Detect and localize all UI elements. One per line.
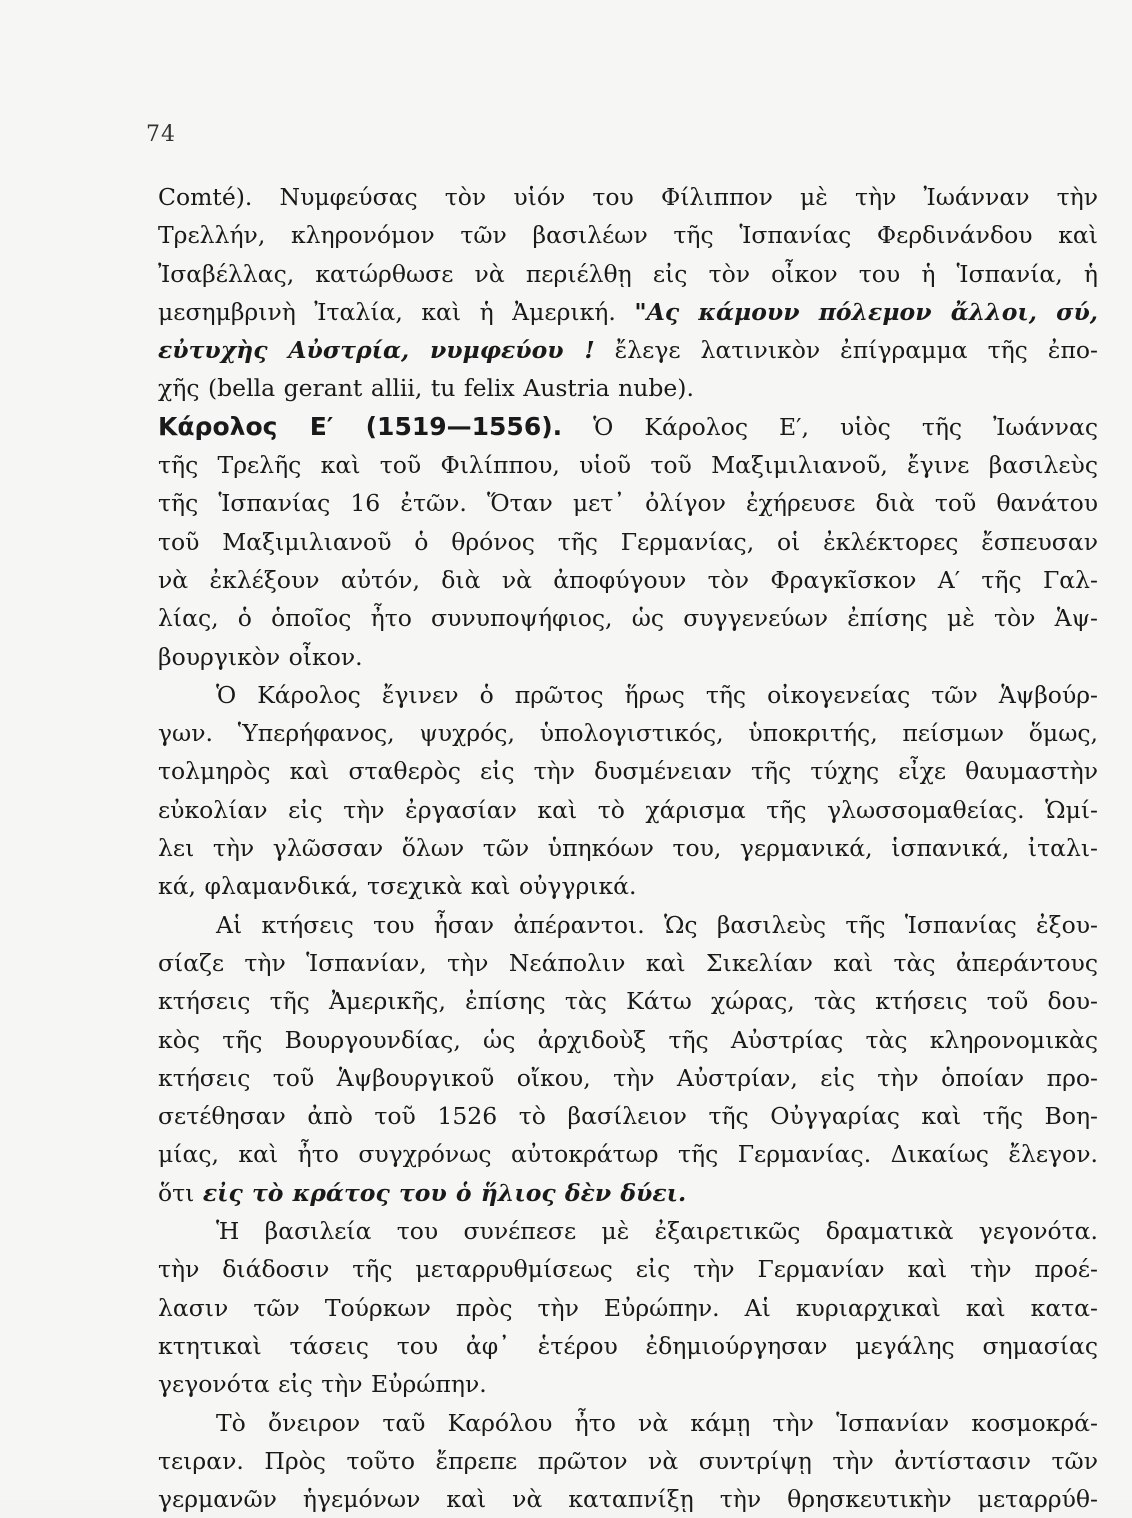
text-line <box>158 714 1098 752</box>
text-segment: Τὸ ὄνειρον ταῦ Καρόλου ἦτο νὰ κάμῃ τὴν Ἱσπανίαν κοσμοκρά- <box>216 1408 1098 1437</box>
text-segment: μεσημβρινὴ Ἰταλία, καὶ ἡ Ἀμερική. <box>158 297 635 326</box>
text-line <box>158 1404 1098 1442</box>
text-line <box>158 331 1098 369</box>
text-segment: Comté). Νυμφεύσας τὸν υἱόν του Φίλιππον μὲ τὴν Ἰωάνναν τὴν <box>158 183 1098 211</box>
text-line <box>158 906 1098 944</box>
text-segment: νὰ ἐκλέξουν αὐτόν, διὰ νὰ ἀποφύγουν τὸν Φραγκῖσκον Α′ τῆς Γαλ- <box>158 565 1098 594</box>
text-line <box>158 599 1098 637</box>
text-line <box>158 1135 1098 1173</box>
emphasis-text: εὐτυχὴς Αὐστρία, νυμφεύου ! <box>158 336 595 365</box>
text-line <box>158 829 1098 867</box>
text-line <box>158 216 1098 254</box>
text-line <box>158 676 1098 714</box>
text-line <box>158 369 1098 407</box>
text-segment: χῆς (bella gerant allii, tu felix Austria nube). <box>158 374 694 403</box>
text-line <box>158 178 1098 216</box>
text-line <box>158 1442 1098 1480</box>
text-line <box>158 1174 1098 1212</box>
text-line <box>158 982 1098 1020</box>
text-segment: κτήσεις τοῦ Ἁψβουργικοῦ οἴκου, τὴν Αὐστρίαν, εἰς τὴν ὁποίαν προ- <box>158 1063 1098 1092</box>
text-segment: τὴν διάδοσιν τῆς μεταρρυθμίσεως εἰς τὴν Γερμανίαν καὶ τὴν προέ- <box>158 1255 1098 1284</box>
text-segment: τῆς Τρελῆς καὶ τοῦ Φιλίππου, υἱοῦ τοῦ Μαξιμιλιανοῦ, ἔγινε βασιλεὺς <box>158 451 1098 480</box>
text-line <box>158 1021 1098 1059</box>
section-heading: Κάρολος Ε′ (1519—1556). <box>158 411 563 441</box>
text-line <box>158 255 1098 293</box>
emphasis-text: "Ας κάμουν πόλεμον ἄλλοι, σύ, <box>634 297 1098 326</box>
text-line <box>158 638 1098 676</box>
text-line <box>158 523 1098 561</box>
text-segment: τοῦ Μαξιμιλιανοῦ ὁ θρόνος τῆς Γερμανίας, οἱ ἐκλέκτορες ἔσπευσαν <box>158 527 1098 556</box>
text-line <box>158 1480 1098 1518</box>
text-segment: γερμανῶν ἡγεμόνων καὶ νὰ καταπνίξῃ τὴν θρησκευτικὴν μεταρρύθ- <box>158 1485 1098 1514</box>
text-segment: μίας, καὶ ἦτο συγχρόνως αὐτοκράτωρ τῆς Γερμανίας. Δικαίως ἔλεγον. <box>158 1140 1098 1169</box>
text-segment: βουργικὸν οἶκον. <box>158 642 363 671</box>
text-line <box>158 752 1098 790</box>
text-line <box>158 791 1098 829</box>
text-segment: σίαζε τὴν Ἱσπανίαν, τὴν Νεάπολιν καὶ Σικελίαν καὶ τὰς ἀπεράντους <box>158 948 1098 977</box>
text-segment: Ὁ Κάρολος ἔγινεν ὁ πρῶτος ἥρως τῆς οἰκογενείας τῶν Ἁψβούρ- <box>216 680 1098 709</box>
text-segment: κά, φλαμανδικά, τσεχικὰ καὶ οὐγγρικά. <box>158 872 637 901</box>
text-segment: Ὁ Κάρολος Ε′, υἱὸς τῆς Ἰωάννας <box>562 412 1098 441</box>
text-line <box>158 1250 1098 1288</box>
page-number: 74 <box>146 122 176 147</box>
text-line <box>158 867 1098 905</box>
text-line <box>158 293 1098 331</box>
text-segment: Ἡ βασιλεία του συνέπεσε μὲ ἐξαιρετικῶς δραματικὰ γεγονότα. <box>216 1217 1098 1246</box>
text-segment: λει τὴν γλῶσσαν ὅλων τῶν ὑπηκόων του, γερμανικά, ἱσπανικά, ἰταλι- <box>158 834 1098 863</box>
text-line <box>158 1365 1098 1403</box>
text-line <box>158 561 1098 599</box>
text-segment: κὸς τῆς Βουργουνδίας, ὡς ἀρχιδοὺξ τῆς Αὐστρίας τὰς κληρονομικὰς <box>158 1025 1098 1054</box>
text-segment: τῆς Ἱσπανίας 16 ἐτῶν. Ὅταν μετ᾽ ὀλίγον ἐχήρευσε διὰ τοῦ θανάτου <box>158 489 1098 518</box>
text-line <box>158 484 1098 522</box>
text-line <box>158 446 1098 484</box>
text-segment: ἔλεγε λατινικὸν ἐπίγραμμα τῆς ἐπο- <box>594 336 1098 365</box>
text-line <box>158 1059 1098 1097</box>
text-line <box>158 1289 1098 1327</box>
text-segment: γων. Ὑπερήφανος, ψυχρός, ὑπολογιστικός, ὑποκριτής, πείσμων ὅμως, <box>158 719 1098 748</box>
text-segment: Ἰσαβέλλας, κατώρθωσε νὰ περιέλθῃ εἰς τὸν οἶκον του ἡ Ἱσπανία, ἡ <box>158 259 1098 288</box>
text-segment: ὅτι <box>158 1178 203 1207</box>
text-line <box>158 1327 1098 1365</box>
emphasis-text: εἰς τὸ κράτος του ὁ ἥλιος δὲν δύει. <box>202 1178 687 1207</box>
text-segment: σετέθησαν ἀπὸ τοῦ 1526 τὸ βασίλειον τῆς Οὐγγαρίας καὶ τῆς Βοη- <box>158 1102 1098 1131</box>
text-segment: Τρελλήν, κληρονόμον τῶν βασιλέων τῆς Ἱσπανίας Φερδινάνδου καὶ <box>158 221 1098 250</box>
text-segment: κτήσεις τῆς Ἀμερικῆς, ἐπίσης τὰς Κάτω χώρας, τὰς κτήσεις τοῦ δου- <box>158 987 1098 1016</box>
text-line <box>158 1212 1098 1250</box>
body-text <box>158 178 1098 1518</box>
text-segment: τειραν. Πρὸς τοῦτο ἔπρεπε πρῶτον νὰ συντρίψῃ τὴν ἀντίστασιν τῶν <box>158 1446 1098 1475</box>
text-segment: γεγονότα εἰς τὴν Εὐρώπην. <box>158 1370 487 1399</box>
text-segment: τολμηρὸς καὶ σταθερὸς εἰς τὴν δυσμένειαν τῆς τύχης εἶχε θαυμαστὴν <box>158 757 1098 786</box>
text-segment: κτητικαὶ τάσεις του ἀφ᾽ ἑτέρου ἐδημιούργησαν μεγάλης σημασίας <box>158 1331 1098 1360</box>
text-segment: λασιν τῶν Τούρκων πρὸς τὴν Εὐρώπην. Αἱ κυριαρχικαὶ καὶ κατα- <box>158 1293 1098 1322</box>
text-segment: Αἱ κτήσεις του ἦσαν ἀπέραντοι. Ὡς βασιλεὺς τῆς Ἱσπανίας ἐξου- <box>216 910 1098 939</box>
text-line <box>158 1097 1098 1135</box>
text-segment: λίας, ὁ ὁποῖος ἦτο συνυποψήφιος, ὡς συγγενεύων ἐπίσης μὲ τὸν Ἁψ- <box>158 604 1098 633</box>
text-segment: εὐκολίαν εἰς τὴν ἐργασίαν καὶ τὸ χάρισμα τῆς γλωσσομαθείας. Ὡμί- <box>158 795 1098 824</box>
text-line <box>158 944 1098 982</box>
text-line <box>158 408 1098 446</box>
